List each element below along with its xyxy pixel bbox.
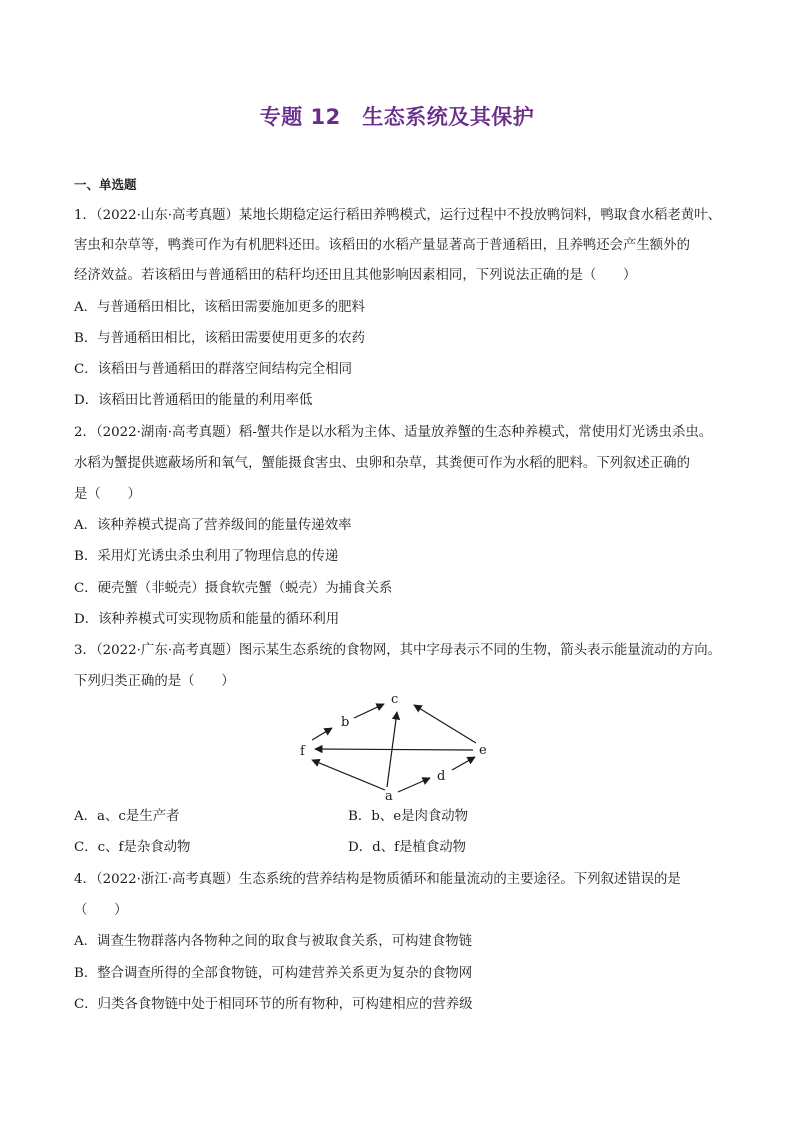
node-a: a <box>385 789 393 804</box>
arrow-d-to-e <box>452 757 475 770</box>
node-b: b <box>341 715 350 730</box>
q3-option-d: D．d、f是植食动物 <box>348 840 466 855</box>
food-web-diagram <box>290 690 500 805</box>
section-heading: 一、单选题 <box>74 177 137 192</box>
q1-line-2: 害虫和杂草等，鸭粪可作为有机肥料还田。该稻田的水稻产量显著高于普通稻田，且养鸭还会产生额外的 <box>74 238 690 253</box>
q3-option-c: C．c、f是杂食动物 <box>74 840 191 855</box>
q4-option-a: A．调查生物群落内各物种之间的取食与被取食关系，可构建食物链 <box>74 934 472 949</box>
q2-option-b: B．采用灯光诱虫杀虫利用了物理信息的传递 <box>74 549 339 564</box>
q3-line-2: 下列归类正确的是（ ） <box>74 674 235 689</box>
arrow-a-to-f <box>312 760 385 790</box>
q3-line-1: 3．（2022·广东·高考真题）图示某生态系统的食物网，其中字母表示不同的生物，箭头表示能量流动的方向。 <box>74 643 721 658</box>
page-title: 专题 12 生态系统及其保护 <box>259 105 535 129</box>
q1-option-d: D．该稻田比普通稻田的能量的利用率低 <box>74 393 313 408</box>
q2-option-c: C．硬壳蟹（非蜕壳）摄食软壳蟹（蜕壳）为捕食关系 <box>74 581 393 596</box>
arrow-a-to-d <box>398 778 430 792</box>
q1-option-a: A．与普通稻田相比，该稻田需要施加更多的肥料 <box>74 300 365 315</box>
arrow-f-to-b <box>312 728 332 740</box>
arrow-e-to-f <box>315 749 473 750</box>
node-e: e <box>479 743 487 758</box>
q3-option-a: A．a、c是生产者 <box>74 809 180 824</box>
q2-line-2: 水稻为蟹提供遮蔽场所和氧气，蟹能摄食害虫、虫卵和杂草，其粪便可作为水稻的肥料。下列叙述正确的 <box>74 456 690 471</box>
q1-option-b: B．与普通稻田相比，该稻田需要使用更多的农药 <box>74 331 366 346</box>
q4-line-1: 4．（2022·浙江·高考真题）生态系统的营养结构是物质循环和能量流动的主要途径。下列叙述错误的是 <box>74 872 681 887</box>
q2-line-3: 是（ ） <box>74 487 141 502</box>
arrow-e-to-c <box>414 705 476 743</box>
q4-option-c: C．归类各食物链中处于相同环节的所有物种，可构建相应的营养级 <box>74 997 473 1012</box>
q1-option-c: C．该稻田与普通稻田的群落空间结构完全相同 <box>74 362 353 377</box>
q4-option-b: B．整合调查所得的全部食物链，可构建营养关系更为复杂的食物网 <box>74 966 473 981</box>
arrow-b-to-c <box>354 704 384 718</box>
q2-option-d: D．该种养模式可实现物质和能量的循环利用 <box>74 612 340 627</box>
q2-line-1: 2．（2022·湖南·高考真题）稻-蟹共作是以水稻为主体、适量放养蟹的生态种养模式，常使用灯光诱虫杀虫。 <box>74 425 713 440</box>
q1-line-3: 经济效益。若该稻田与普通稻田的秸秆均还田且其他影响因素相同，下列说法正确的是（ ） <box>74 268 637 283</box>
node-f: f <box>300 744 305 759</box>
node-c: c <box>391 692 399 707</box>
q3-option-b: B．b、e是肉食动物 <box>348 809 469 824</box>
q4-line-2: （ ） <box>74 903 128 918</box>
q2-option-a: A．该种养模式提高了营养级间的能量传递效率 <box>74 518 352 533</box>
node-d: d <box>437 769 446 784</box>
q1-line-1: 1．（2022·山东·高考真题）某地长期稳定运行稻田养鸭模式，运行过程中不投放鸭饲料，鸭取食水稻老黄叶、 <box>74 208 721 223</box>
